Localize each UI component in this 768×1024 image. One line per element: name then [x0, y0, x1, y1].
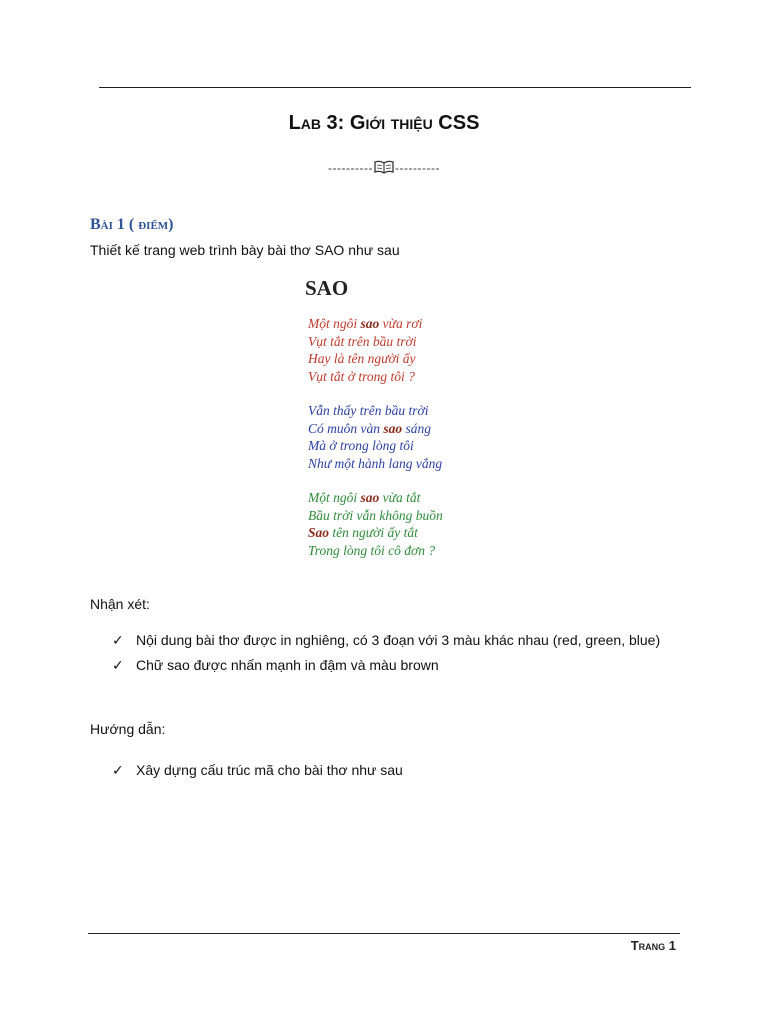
poem-line	[308, 524, 500, 542]
poem-text: Có muôn vàn	[308, 420, 384, 436]
checkmark-icon: ✓	[112, 632, 124, 648]
checkmark-icon: ✓	[112, 762, 124, 778]
poem-text: Bầu trời vẫn không buồn	[308, 507, 443, 523]
page-title-main: Giới thiệu CSS	[349, 112, 480, 134]
poem-stanzas	[300, 315, 500, 559]
poem-text: Hay là tên người ấy	[308, 351, 416, 366]
poem-text: Trong lòng tôi cô đơn ?	[308, 542, 436, 558]
page-title	[0, 112, 768, 135]
list-item	[112, 758, 678, 783]
poem-line	[308, 350, 500, 368]
poem-line	[308, 368, 500, 386]
poem-line	[308, 402, 500, 420]
title-ornament	[0, 160, 768, 177]
poem-text: sáng	[402, 420, 432, 436]
remarks-list	[112, 628, 678, 678]
poem-emphasis: sao	[360, 490, 380, 505]
poem-line	[308, 507, 500, 525]
list-item	[112, 653, 678, 678]
poem-text: Vụt tắt trên bầu trời	[308, 333, 417, 349]
poem-text: tên người ấy tắt	[329, 525, 418, 540]
list-item-text: Nội dung bài thơ được in nghiêng, có 3 đoạn với 3 màu khác nhau (red, green, blue)	[136, 632, 661, 648]
poem-stanza	[308, 315, 500, 385]
poem-stanza	[308, 489, 500, 559]
guide-list	[112, 758, 678, 783]
poem-text: Mà ở trong lòng tôi	[308, 438, 414, 453]
poem-text: vừa rơi	[379, 316, 423, 331]
poem-stanza	[308, 402, 500, 472]
page-number: Trang 1	[630, 938, 676, 953]
poem-line	[308, 315, 500, 333]
poem-emphasis: Sao	[308, 525, 330, 540]
poem-text: Vẫn thấy trên bầu trời	[308, 403, 429, 418]
list-item-text: Chữ sao được nhấn mạnh in đậm và màu brown	[136, 657, 439, 673]
section-intro: Thiết kế trang web trình bày bài thơ SAO như sau	[90, 242, 400, 258]
open-book-icon	[374, 160, 394, 177]
poem-line	[308, 420, 500, 438]
poem-text: Một ngôi	[308, 316, 361, 331]
poem-text: vừa tắt	[379, 490, 421, 505]
ornament-left-dashes: ----------	[328, 161, 373, 175]
poem-emphasis: sao	[360, 316, 380, 331]
page-title-lead: Lab 3:	[288, 112, 350, 134]
remarks-label: Nhận xét:	[90, 596, 150, 612]
guide-label: Hướng dẫn:	[90, 721, 166, 737]
footer-rule	[88, 933, 680, 934]
list-item	[112, 628, 678, 653]
poem-text: Một ngôi	[308, 490, 361, 505]
section-heading: Bài 1 ( điểm)	[90, 216, 174, 233]
poem-line	[308, 542, 500, 560]
poem-line	[308, 489, 500, 507]
poem-title: SAO	[305, 276, 349, 300]
poem-line	[308, 333, 500, 351]
poem-line	[308, 437, 500, 455]
poem-text: Như một hành lang vắng	[308, 455, 443, 471]
poem-line	[308, 455, 500, 473]
poem-figure	[300, 276, 500, 576]
poem-emphasis: sao	[383, 420, 403, 436]
poem-text: Vụt tắt ở trong tôi ?	[308, 368, 415, 384]
checkmark-icon: ✓	[112, 657, 124, 673]
list-item-text: Xây dựng cấu trúc mã cho bài thơ như sau	[136, 762, 403, 778]
header-rule	[99, 87, 691, 88]
ornament-right-dashes: ----------	[395, 161, 440, 175]
